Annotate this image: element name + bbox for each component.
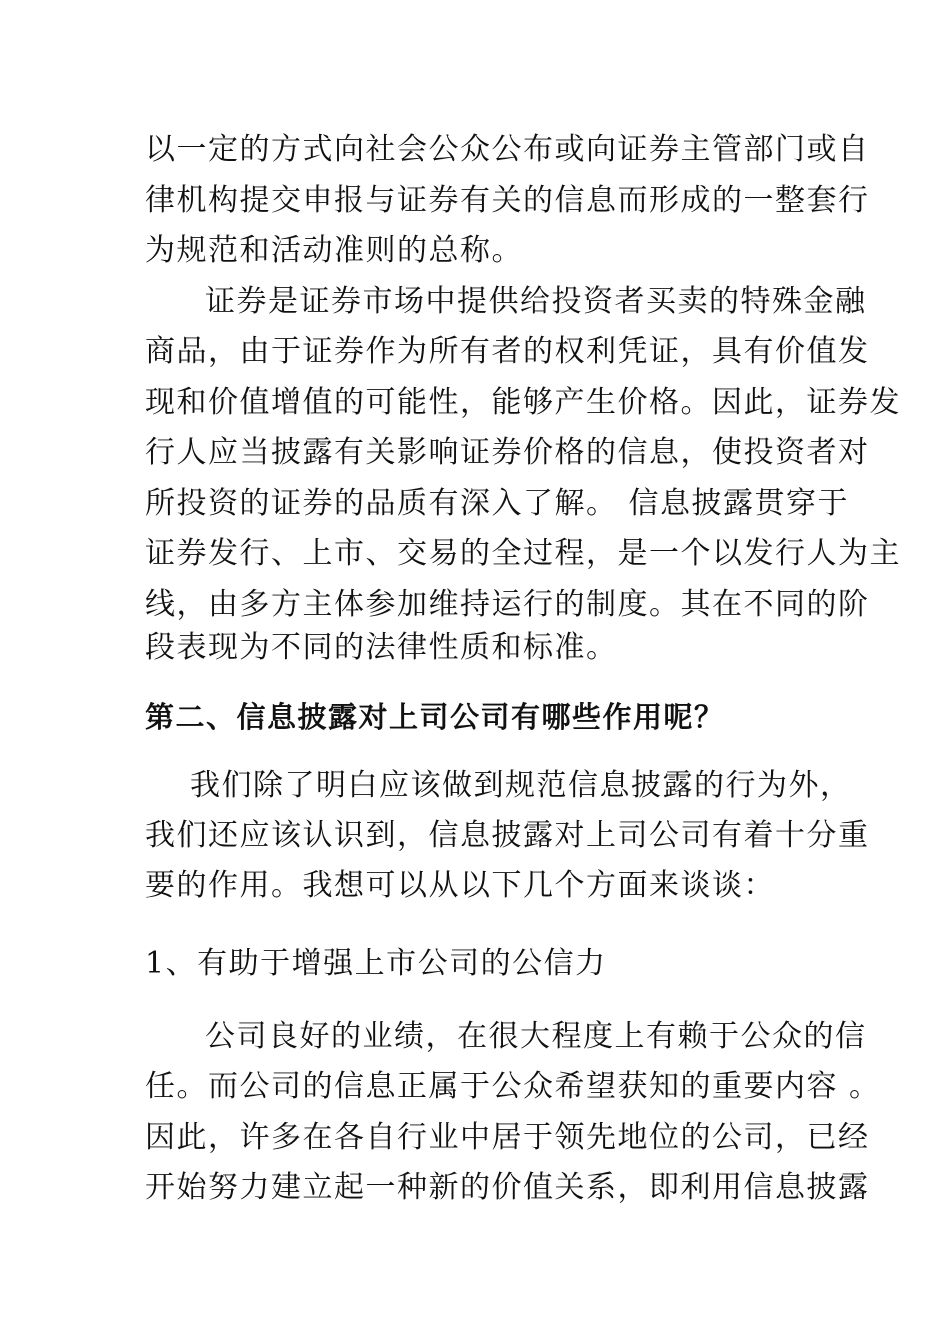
paragraph-line: 为规范和活动准则的总称。 xyxy=(145,233,523,268)
paragraph-line: 因此，许多在各自行业中居于领先地位的公司，已经 xyxy=(145,1120,870,1155)
paragraph-line: 商品，由于证券作为所有者的权利凭证，具有价值发 xyxy=(145,334,870,369)
paragraph-line: 以一定的方式向社会公众公布或向证券主管部门或自 xyxy=(145,132,870,167)
paragraph-line: 任。而公司的信息正属于公众希望获知的重要内容 。 xyxy=(145,1069,881,1104)
section-heading: 第二、信息披露对上司公司有哪些作用呢？ xyxy=(145,700,725,734)
subsection-heading: 1、有助于增强上市公司的公信力 xyxy=(145,946,607,981)
paragraph-line: 现和价值增值的可能性，能够产生价格。因此，证券发 xyxy=(145,385,901,420)
paragraph-line: 行人应当披露有关影响证券价格的信息，使投资者对 xyxy=(145,435,870,470)
paragraph-line: 我们还应该认识到，信息披露对上司公司有着十分重 xyxy=(145,818,870,853)
paragraph-line: 证券发行、上市、交易的全过程，是一个以发行人为主 xyxy=(145,536,901,571)
paragraph-line: 要的作用。我想可以从以下几个方面来谈谈： xyxy=(145,868,775,903)
paragraph-line: 我们除了明白应该做到规范信息披露的行为外， xyxy=(190,768,852,803)
paragraph-line: 证券是证券市场中提供给投资者买卖的特殊金融 xyxy=(205,284,867,319)
paragraph-line: 开始努力建立起一种新的价值关系，即利用信息披露 xyxy=(145,1170,870,1205)
paragraph-line: 线，由多方主体参加维持运行的制度。其在不同的阶 xyxy=(145,587,870,622)
paragraph-line: 律机构提交申报与证券有关的信息而形成的一整套行 xyxy=(145,183,870,218)
paragraph-line: 段表现为不同的法律性质和标准。 xyxy=(145,630,618,665)
paragraph-line: 公司良好的业绩，在很大程度上有赖于公众的信 xyxy=(205,1019,867,1054)
paragraph-line: 所投资的证券的品质有深入了解。 信息披露贯穿于 xyxy=(145,486,850,521)
